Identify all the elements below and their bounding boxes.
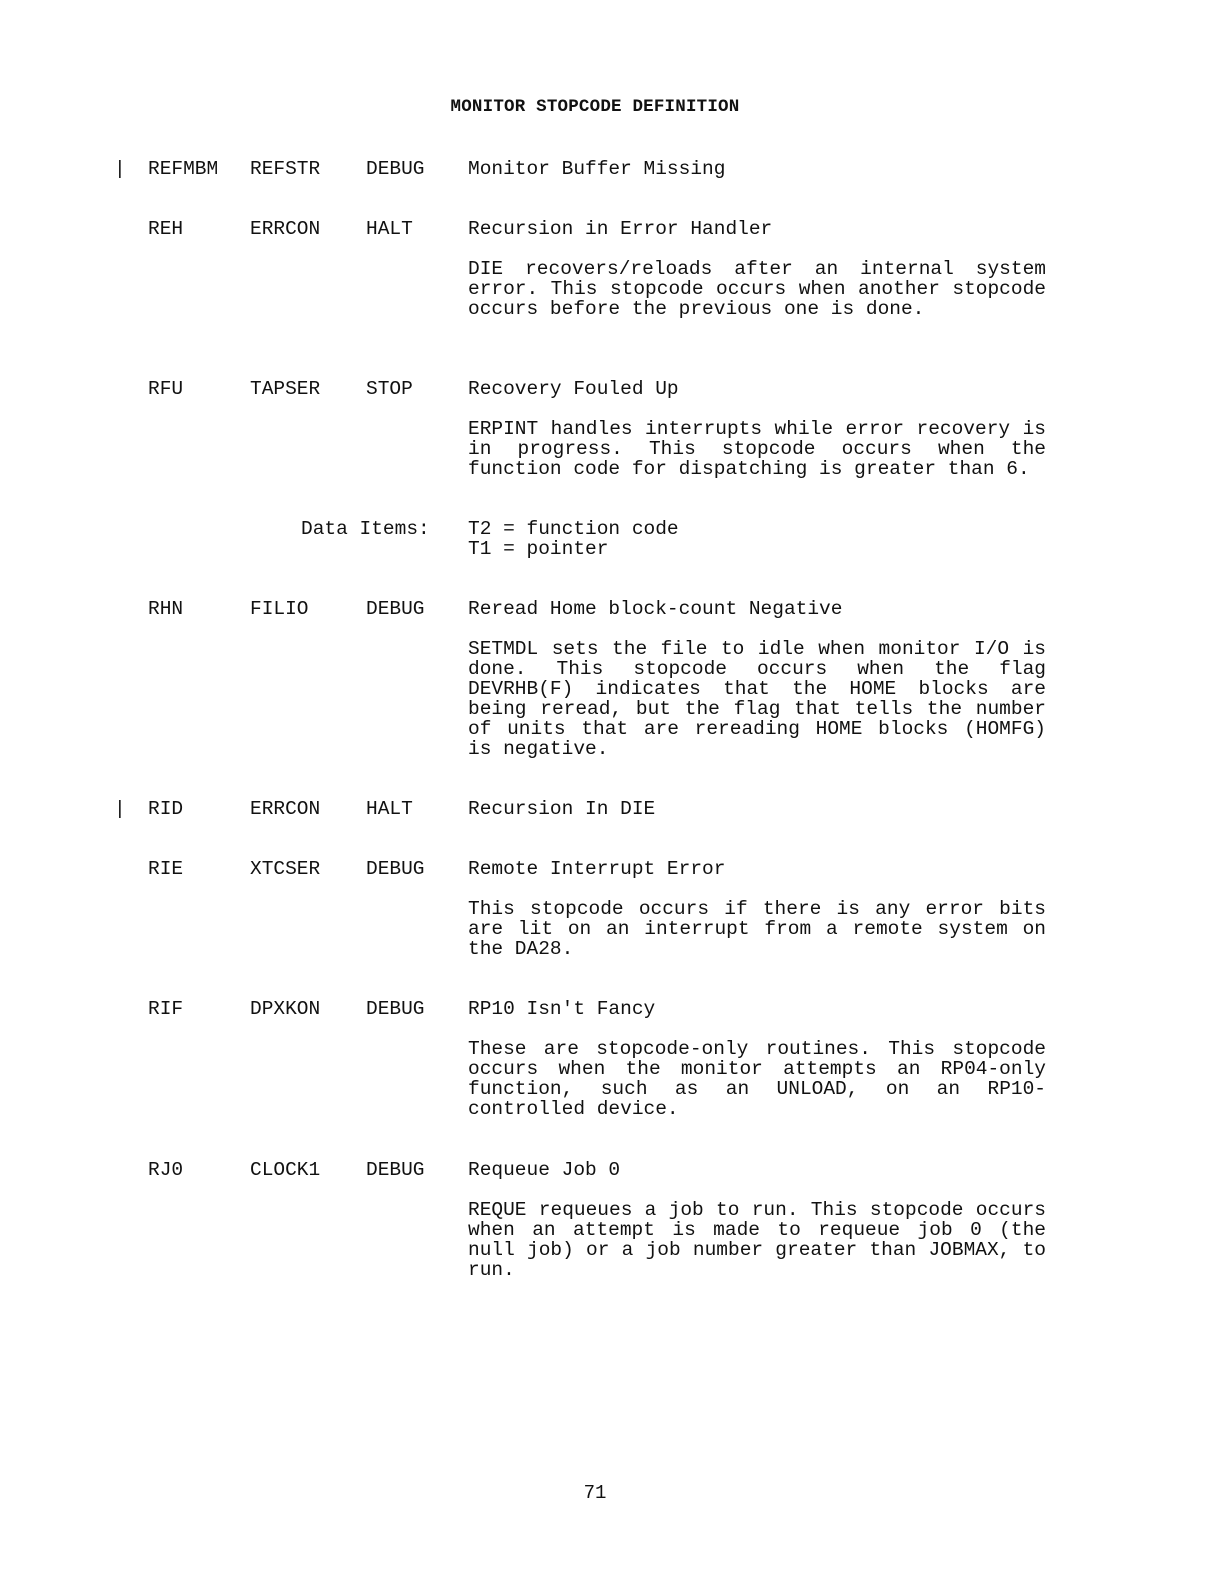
stopcode-action: DEBUG: [366, 158, 425, 180]
stopcode-action: HALT: [366, 798, 413, 820]
stopcode-name: RFU: [148, 378, 184, 400]
stopcode-action: DEBUG: [366, 598, 425, 620]
data-item: T1 = pointer: [468, 538, 609, 560]
stopcode-description: These are stopcode-only routines. This stopcode occurs when the monitor attempts an RP04-only function, such as an UNLOAD, on an RP10-controlled device.: [468, 1038, 1046, 1120]
stopcode-module: CLOCK1: [250, 1159, 321, 1181]
stopcode-module: ERRCON: [250, 218, 321, 240]
stopcode-description: This stopcode occurs if there is any error bits are lit on an interrupt from a remote system on the DA28.: [468, 898, 1046, 960]
stopcode-name: RIF: [148, 998, 184, 1020]
stopcode-title: RP10 Isn't Fancy: [468, 998, 656, 1020]
stopcode-name: RIE: [148, 858, 184, 880]
stopcode-description: ERPINT handles interrupts while error recovery is in progress. This stopcode occurs when the function code for dispatching is greater than 6.: [468, 418, 1046, 480]
stopcode-title: Requeue Job 0: [468, 1159, 621, 1181]
stopcode-title: Recursion in Error Handler: [468, 218, 773, 240]
stopcode-module: REFSTR: [250, 158, 321, 180]
data-items-label: Data Items:: [301, 518, 430, 540]
stopcode-name: REH: [148, 218, 184, 240]
stopcode-action: DEBUG: [366, 858, 425, 880]
stopcode-title: Remote Interrupt Error: [468, 858, 726, 880]
page-title: MONITOR STOPCODE DEFINITION: [450, 97, 740, 117]
stopcode-module: XTCSER: [250, 858, 321, 880]
stopcode-action: HALT: [366, 218, 413, 240]
change-bar: |: [114, 158, 126, 180]
stopcode-description: DIE recovers/reloads after an internal system error. This stopcode occurs when another stopcode occurs before the previous one is done.: [468, 258, 1046, 320]
change-bar: |: [114, 798, 126, 820]
stopcode-module: ERRCON: [250, 798, 321, 820]
page-number: 71: [583, 1482, 607, 1504]
stopcode-module: DPXKON: [250, 998, 321, 1020]
stopcode-description: REQUE requeues a job to run. This stopcode occurs when an attempt is made to requeue job 0 (the null job) or a job number greater than JOBMAX, to run.: [468, 1199, 1046, 1281]
stopcode-action: DEBUG: [366, 1159, 425, 1181]
stopcode-action: DEBUG: [366, 998, 425, 1020]
stopcode-name: REFMBM: [148, 158, 219, 180]
stopcode-title: Reread Home block-count Negative: [468, 598, 843, 620]
data-item: T2 = function code: [468, 518, 679, 540]
stopcode-title: Recovery Fouled Up: [468, 378, 679, 400]
stopcode-description: SETMDL sets the file to idle when monitor I/O is done. This stopcode occurs when the flag DEVRHB(F) indicates that the HOME blocks are being reread, but the flag that tells the number of units that are rereading HOME blocks (HOMFG) is negative.: [468, 638, 1046, 760]
stopcode-module: TAPSER: [250, 378, 321, 400]
stopcode-module: FILIO: [250, 598, 309, 620]
stopcode-title: Recursion In DIE: [468, 798, 656, 820]
stopcode-name: RJ0: [148, 1159, 184, 1181]
stopcode-name: RID: [148, 798, 184, 820]
stopcode-title: Monitor Buffer Missing: [468, 158, 726, 180]
stopcode-action: STOP: [366, 378, 413, 400]
stopcode-name: RHN: [148, 598, 184, 620]
